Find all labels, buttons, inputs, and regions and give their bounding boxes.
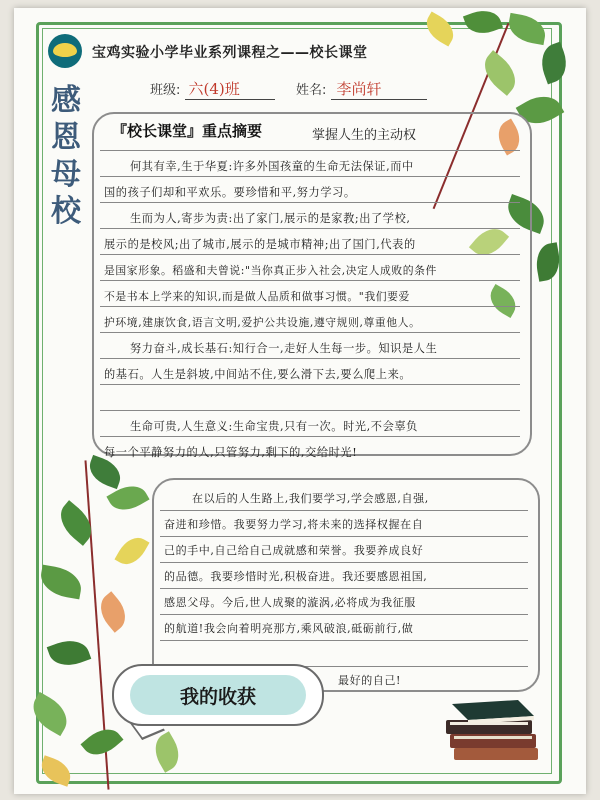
summary-line: 生而为人,寄步为责:出了家门,展示的是家教;出了学校,: [130, 212, 411, 225]
class-field: [150, 78, 275, 100]
harvest-line: 最好的自己!: [338, 674, 402, 687]
harvest-line: 己的手中,自己给自己成就感和荣誉。我要养成良好: [164, 544, 424, 557]
summary-line: 护环境,建康饮食,语言文明,爱护公共设施,遵守规则,尊重他人。: [104, 316, 421, 329]
school-logo: [48, 34, 82, 68]
harvest-line: 感恩父母。今后,世人成聚的漩涡,必将成为我征服: [164, 596, 416, 609]
summary-line: 展示的是校风;出了城市,展示的是城市精神;出了国门,代表的: [104, 238, 416, 251]
harvest-line: 在以后的人生路上,我们要学习,学会感恩,自强,: [192, 492, 429, 505]
harvest-label: 我的收获: [130, 675, 306, 715]
harvest-line: 的品德。我要珍惜时光,积极奋进。我还要感恩祖国,: [164, 570, 428, 583]
summary-line: 是国家形象。稻盛和夫曾说:"当你真正步入社会,决定人成败的条件: [104, 264, 437, 277]
name-field: [296, 78, 427, 100]
summary-title: 『校长课堂』重点摘要: [112, 122, 263, 140]
vertical-title-char: 感: [51, 83, 81, 118]
summary-line: 每一个平静努力的人,只管努力,剩下的,交给时光!: [104, 446, 358, 459]
class-label: 班级:: [150, 83, 181, 98]
books-icon: [444, 686, 544, 766]
name-value: 李尚轩: [336, 80, 382, 98]
summary-line: 努力奋斗,成长基石:知行合一,走好人生每一步。知识是人生: [130, 342, 438, 355]
summary-line: 的基石。人生是斜坡,中间站不住,要么滑下去,要么爬上来。: [104, 368, 412, 381]
summary-line: 何其有幸,生于华夏:许多外国孩童的生命无法保证,而中: [130, 160, 414, 173]
summary-subtitle: 掌握人生的主动权: [312, 128, 417, 143]
vertical-title-char: 恩: [51, 120, 81, 155]
summary-line: 不是书本上学来的知识,而是做人品质和做事习惯。"我们要爱: [104, 290, 410, 303]
harvest-line: 奋进和珍惜。我要努力学习,将未来的选择权握在自: [164, 518, 424, 531]
vertical-title-char: 校: [51, 194, 81, 229]
name-label: 姓名:: [296, 83, 327, 98]
harvest-line: 的航道!我会向着明亮那方,乘风破浪,砥砺前行,做: [164, 622, 414, 635]
summary-line: 国的孩子们却和平欢乐。要珍惜和平,努力学习。: [104, 186, 356, 199]
harvest-label-bubble: [112, 664, 324, 726]
class-value: 六(4)班: [188, 80, 240, 98]
page-title: 宝鸡实验小学毕业系列课程之——校长课堂: [92, 45, 368, 61]
vertical-title: [46, 82, 86, 230]
vertical-title-char: 母: [51, 157, 81, 192]
summary-line: 生命可贵,人生意义:生命宝贵,只有一次。时光,不会辜负: [130, 420, 418, 433]
